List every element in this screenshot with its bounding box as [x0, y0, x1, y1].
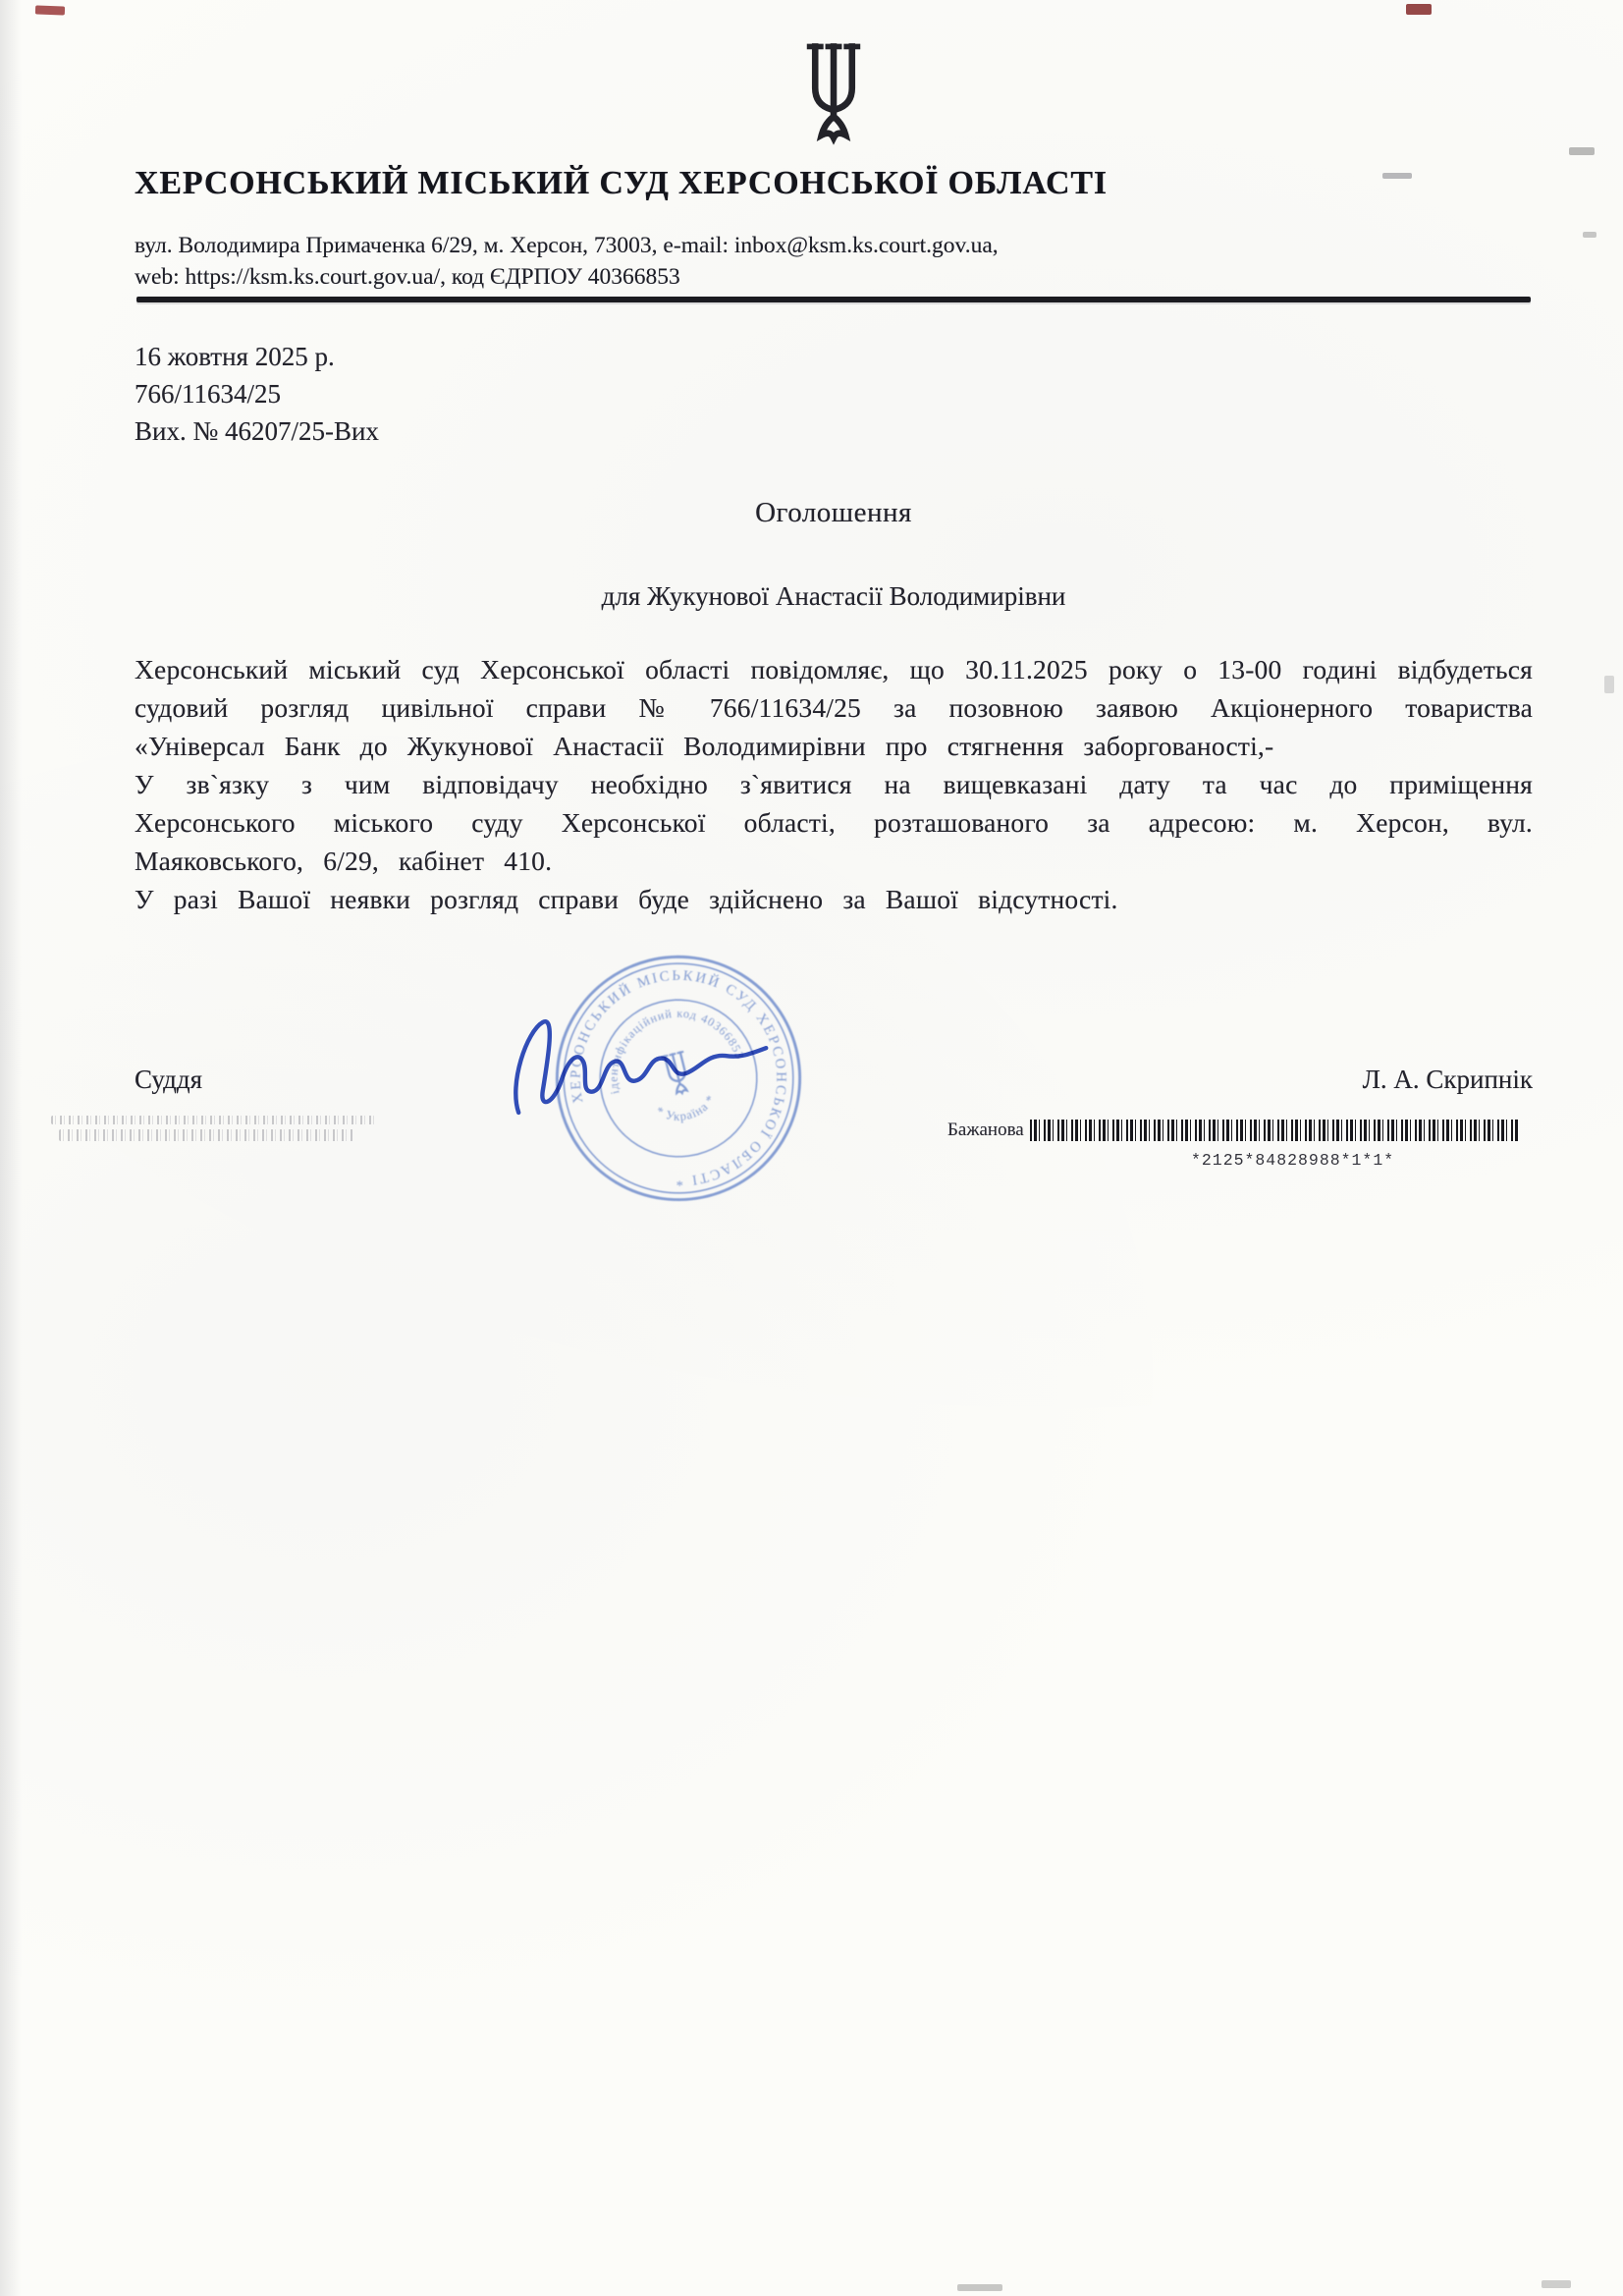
ukraine-trident-icon — [135, 37, 1533, 162]
barcode-icon — [1030, 1120, 1519, 1141]
scan-speck — [1569, 147, 1595, 155]
scan-speck — [1604, 676, 1614, 693]
handwritten-signature-icon — [496, 990, 788, 1137]
barcode-row — [947, 1120, 1519, 1141]
case-number: 766/11634/25 — [135, 379, 282, 409]
letter-date: 16 жовтня 2025 р. — [135, 342, 335, 371]
document-title: Оголошення — [755, 497, 912, 528]
scan-speck — [1583, 232, 1596, 238]
scan-edge-shadow — [0, 0, 22, 2296]
stamp-outer-text: ХЕРСОНСЬКИЙ МІСЬКИЙ СУД ХЕРСОНСЬКОЇ ОБЛАСТІ * — [568, 967, 789, 1189]
barcode-number: *2125*84828988*1*1* — [1191, 1151, 1395, 1170]
outgoing-number: Вих. № 46207/25-Вих — [135, 416, 379, 446]
scan-speck — [957, 2284, 1002, 2291]
barcode-label: Бажанова — [947, 1120, 1024, 1140]
header-divider — [136, 297, 1531, 302]
body-paragraph-3: У разі Вашої неявки розгляд справи буде здійснено за Вашої відсутності. — [135, 884, 1118, 914]
scanner-noise-strip — [51, 1116, 375, 1124]
body-paragraph-1: Херсонський міський суд Херсонської області повідомляє, що 30.11.2025 року о 13-00 годині відбудеться судовий розгляд цивільної справи № 766/11634/25 за позовною заявою Акціонерного товариства «Універсал Банк до Жукунової Анастасії Володимирівни про стягнення заборгованості,- — [135, 654, 1533, 761]
scan-speck — [1542, 2280, 1571, 2288]
stamp-country-text: * Україна * — [653, 1092, 719, 1123]
scan-speck — [35, 5, 65, 15]
letter-body — [135, 650, 1533, 918]
addressee-line: для Жукунової Анастасії Володимирівни — [601, 581, 1066, 611]
court-name: ХЕРСОНСЬКИЙ МІСЬКИЙ СУД ХЕРСОНСЬКОЇ ОБЛАСТІ — [135, 165, 1108, 201]
body-paragraph-2: У зв`язку з чим відповідачу необхідно з`явитися на вищевказані дату та час до приміщення Херсонського міського суду Херсонської області, розташованого за адресою: м. Херсон, вул. Маяковського, 6/29, кабінет 410. — [135, 769, 1533, 876]
scan-speck — [1406, 4, 1432, 15]
court-address-line1: вул. Володимира Примаченка 6/29, м. Херсон, 73003, e-mail: inbox@ksm.ks.court.gov.ua, — [135, 233, 999, 258]
judge-role-label: Суддя — [135, 1065, 203, 1094]
stamp-inner-text: ідентифікаційний код 40366853 — [606, 1006, 747, 1096]
judge-name: Л. А. Скрипнік — [1362, 1065, 1533, 1094]
court-address-line2: web: https://ksm.ks.court.gov.ua/, код ЄДРПОУ 40366853 — [135, 264, 680, 290]
letter-meta — [135, 338, 379, 450]
scanner-noise-strip — [59, 1129, 353, 1141]
